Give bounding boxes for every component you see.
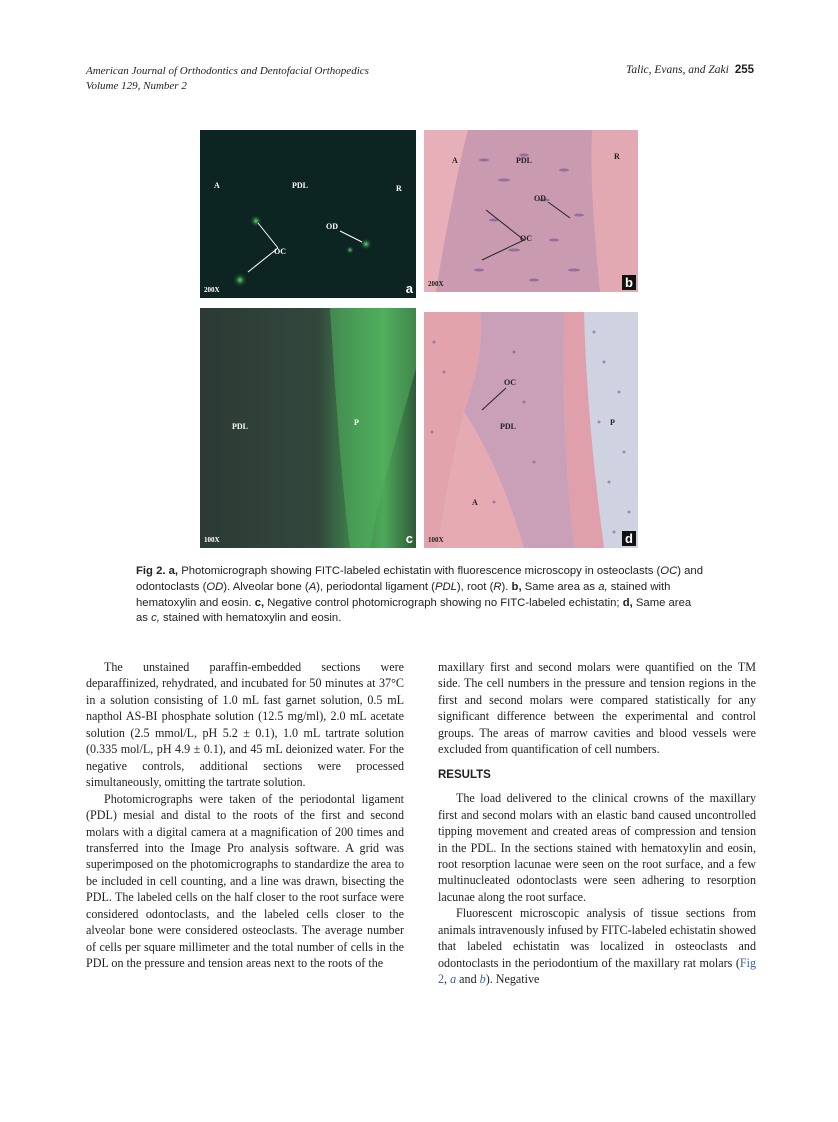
- figure-reference-b[interactable]: b: [479, 972, 486, 987]
- body-column-left: [86, 659, 404, 972]
- figure-panel-c: [200, 308, 416, 548]
- paragraph-text: ). Negative: [485, 972, 540, 987]
- label-osteoclast: OC: [504, 378, 516, 387]
- label-root: R: [396, 184, 402, 193]
- label-pdl: PDL: [500, 422, 516, 431]
- panel-letter: d: [622, 531, 636, 546]
- caption-text: a, Photomicrograph showing FITC-labeled echistatin with fluorescence microscopy in osteoclasts (OC) and odontoclasts (OD). Alveolar bone (A), periodontal ligament (PDL), root (R). b, Same area as a, stained with hematoxylin and eosin. c, Negative control photomicrograph showing no FITC-labeled echistatin; d, Same area as c, stained with hematoxylin and eosin.: [136, 565, 703, 625]
- paragraph: The load delivered to the clinical crowns of the maxillary first and second molars with an elastic band caused uncontrolled tipping movement and created areas of compression and tension in the PDL. In the sections stained with hematoxylin and eosin, root resorption lacunae were seen on the root surface, and a few multinucleated odontoclasts were seen adhering to resorption lacunae along the root surface.: [438, 791, 756, 904]
- label-osteoclast: OC: [274, 247, 286, 256]
- label-pulp: P: [354, 418, 359, 427]
- caption-label: Fig 2.: [136, 565, 166, 577]
- paragraph: The unstained paraffin-embedded sections were deparaffinized, rehydrated, and incubated for 50 minutes at 37°C in a solution consisting of 1.0 mL fast garnet solution, 0.5 mL napthol AS-BI phosphate solution (12.5 mg/ml), 2.0 mL acetate solution (2.5 mmol/L, pH 5.2 ± 0.1), 1.0 mL tartrate solution (0.335 mol/L, pH 4.9 ± 0.1), and 45 mL deionized water. For the negative controls, additional sections were processed simultaneously, omitting the tartrate solution.: [86, 660, 404, 790]
- label-pdl: PDL: [292, 181, 308, 190]
- label-alveolar-bone: A: [472, 498, 478, 507]
- label-odontoclast: OD: [326, 222, 338, 231]
- he-stain-image-d: [424, 312, 638, 548]
- label-alveolar-bone: A: [214, 181, 220, 190]
- label-odontoclast: OD: [534, 194, 546, 203]
- magnification-label: 100X: [204, 536, 220, 544]
- paragraph-text: Fluorescent microscopic analysis of tissue sections from animals intravenously infused by FITC-labeled echistatin showed that labeled echistatin was localized in osteoclasts and odontoclasts in the periodontium of the maxillary rat molars (: [438, 906, 756, 970]
- paragraph: [438, 905, 756, 987]
- journal-volume: Volume 129, Number 2: [86, 79, 187, 92]
- figure-caption: [136, 564, 706, 627]
- label-osteoclast: OC: [520, 234, 532, 243]
- label-pdl: PDL: [232, 422, 248, 431]
- panel-letter: b: [622, 275, 636, 290]
- magnification-label: 200X: [428, 280, 444, 288]
- running-header-journal: [86, 64, 369, 93]
- panel-letter: a: [405, 281, 413, 296]
- body-column-right: [438, 659, 756, 988]
- page-number: 255: [734, 64, 754, 76]
- label-pdl: PDL: [516, 156, 532, 165]
- figure-panel-b: [424, 130, 638, 292]
- section-heading-results: RESULTS: [438, 768, 491, 781]
- figure-reference-a[interactable]: a: [450, 972, 457, 987]
- paragraph: maxillary first and second molars were quantified on the TM side. The cell numbers in the pressure and tension regions in the first and second molars were compared statistically for any significant difference between the experimental and control groups. The areas of marrow cavities and blood vessels were excluded from quantification of cell numbers.: [438, 660, 756, 757]
- paragraph-text: ,: [444, 972, 451, 987]
- label-pulp: P: [610, 418, 615, 427]
- panel-letter: c: [405, 531, 413, 546]
- authors: Talic, Evans, and Zaki: [626, 64, 729, 76]
- fluorescence-image-a: [200, 130, 416, 298]
- label-root: R: [614, 152, 620, 161]
- figure-panel-d: [424, 312, 638, 548]
- magnification-label: 200X: [204, 286, 220, 294]
- figure-reference-link[interactable]: Fig 2: [438, 955, 756, 987]
- paragraph: Photomicrographs were taken of the periodontal ligament (PDL) mesial and distal to the roots of the first and second molars with a digital camera at a magnification of 200 times and transferred into the Image Pro analysis software. A grid was superimposed on the photomicrographs to standardize the area to be included in cell counting, and a line was drawn, bisecting the PDL. The labeled cells on the half closer to the root surface were considered odontoclasts, and the labeled cells closer to the alveolar bone were considered osteoclasts. The average number of cells per square millimeter and the total number of cells in the PDL on the pressure and tension areas next to the roots of the: [86, 791, 404, 971]
- figure-panel-a: [200, 130, 416, 298]
- journal-title: American Journal of Orthodontics and Dentofacial Orthopedics: [86, 65, 369, 77]
- paragraph-text: and: [456, 972, 480, 987]
- label-alveolar-bone: A: [452, 156, 458, 165]
- he-stain-image-b: [424, 130, 638, 292]
- running-header-authors: [626, 64, 754, 76]
- magnification-label: 100X: [428, 536, 444, 544]
